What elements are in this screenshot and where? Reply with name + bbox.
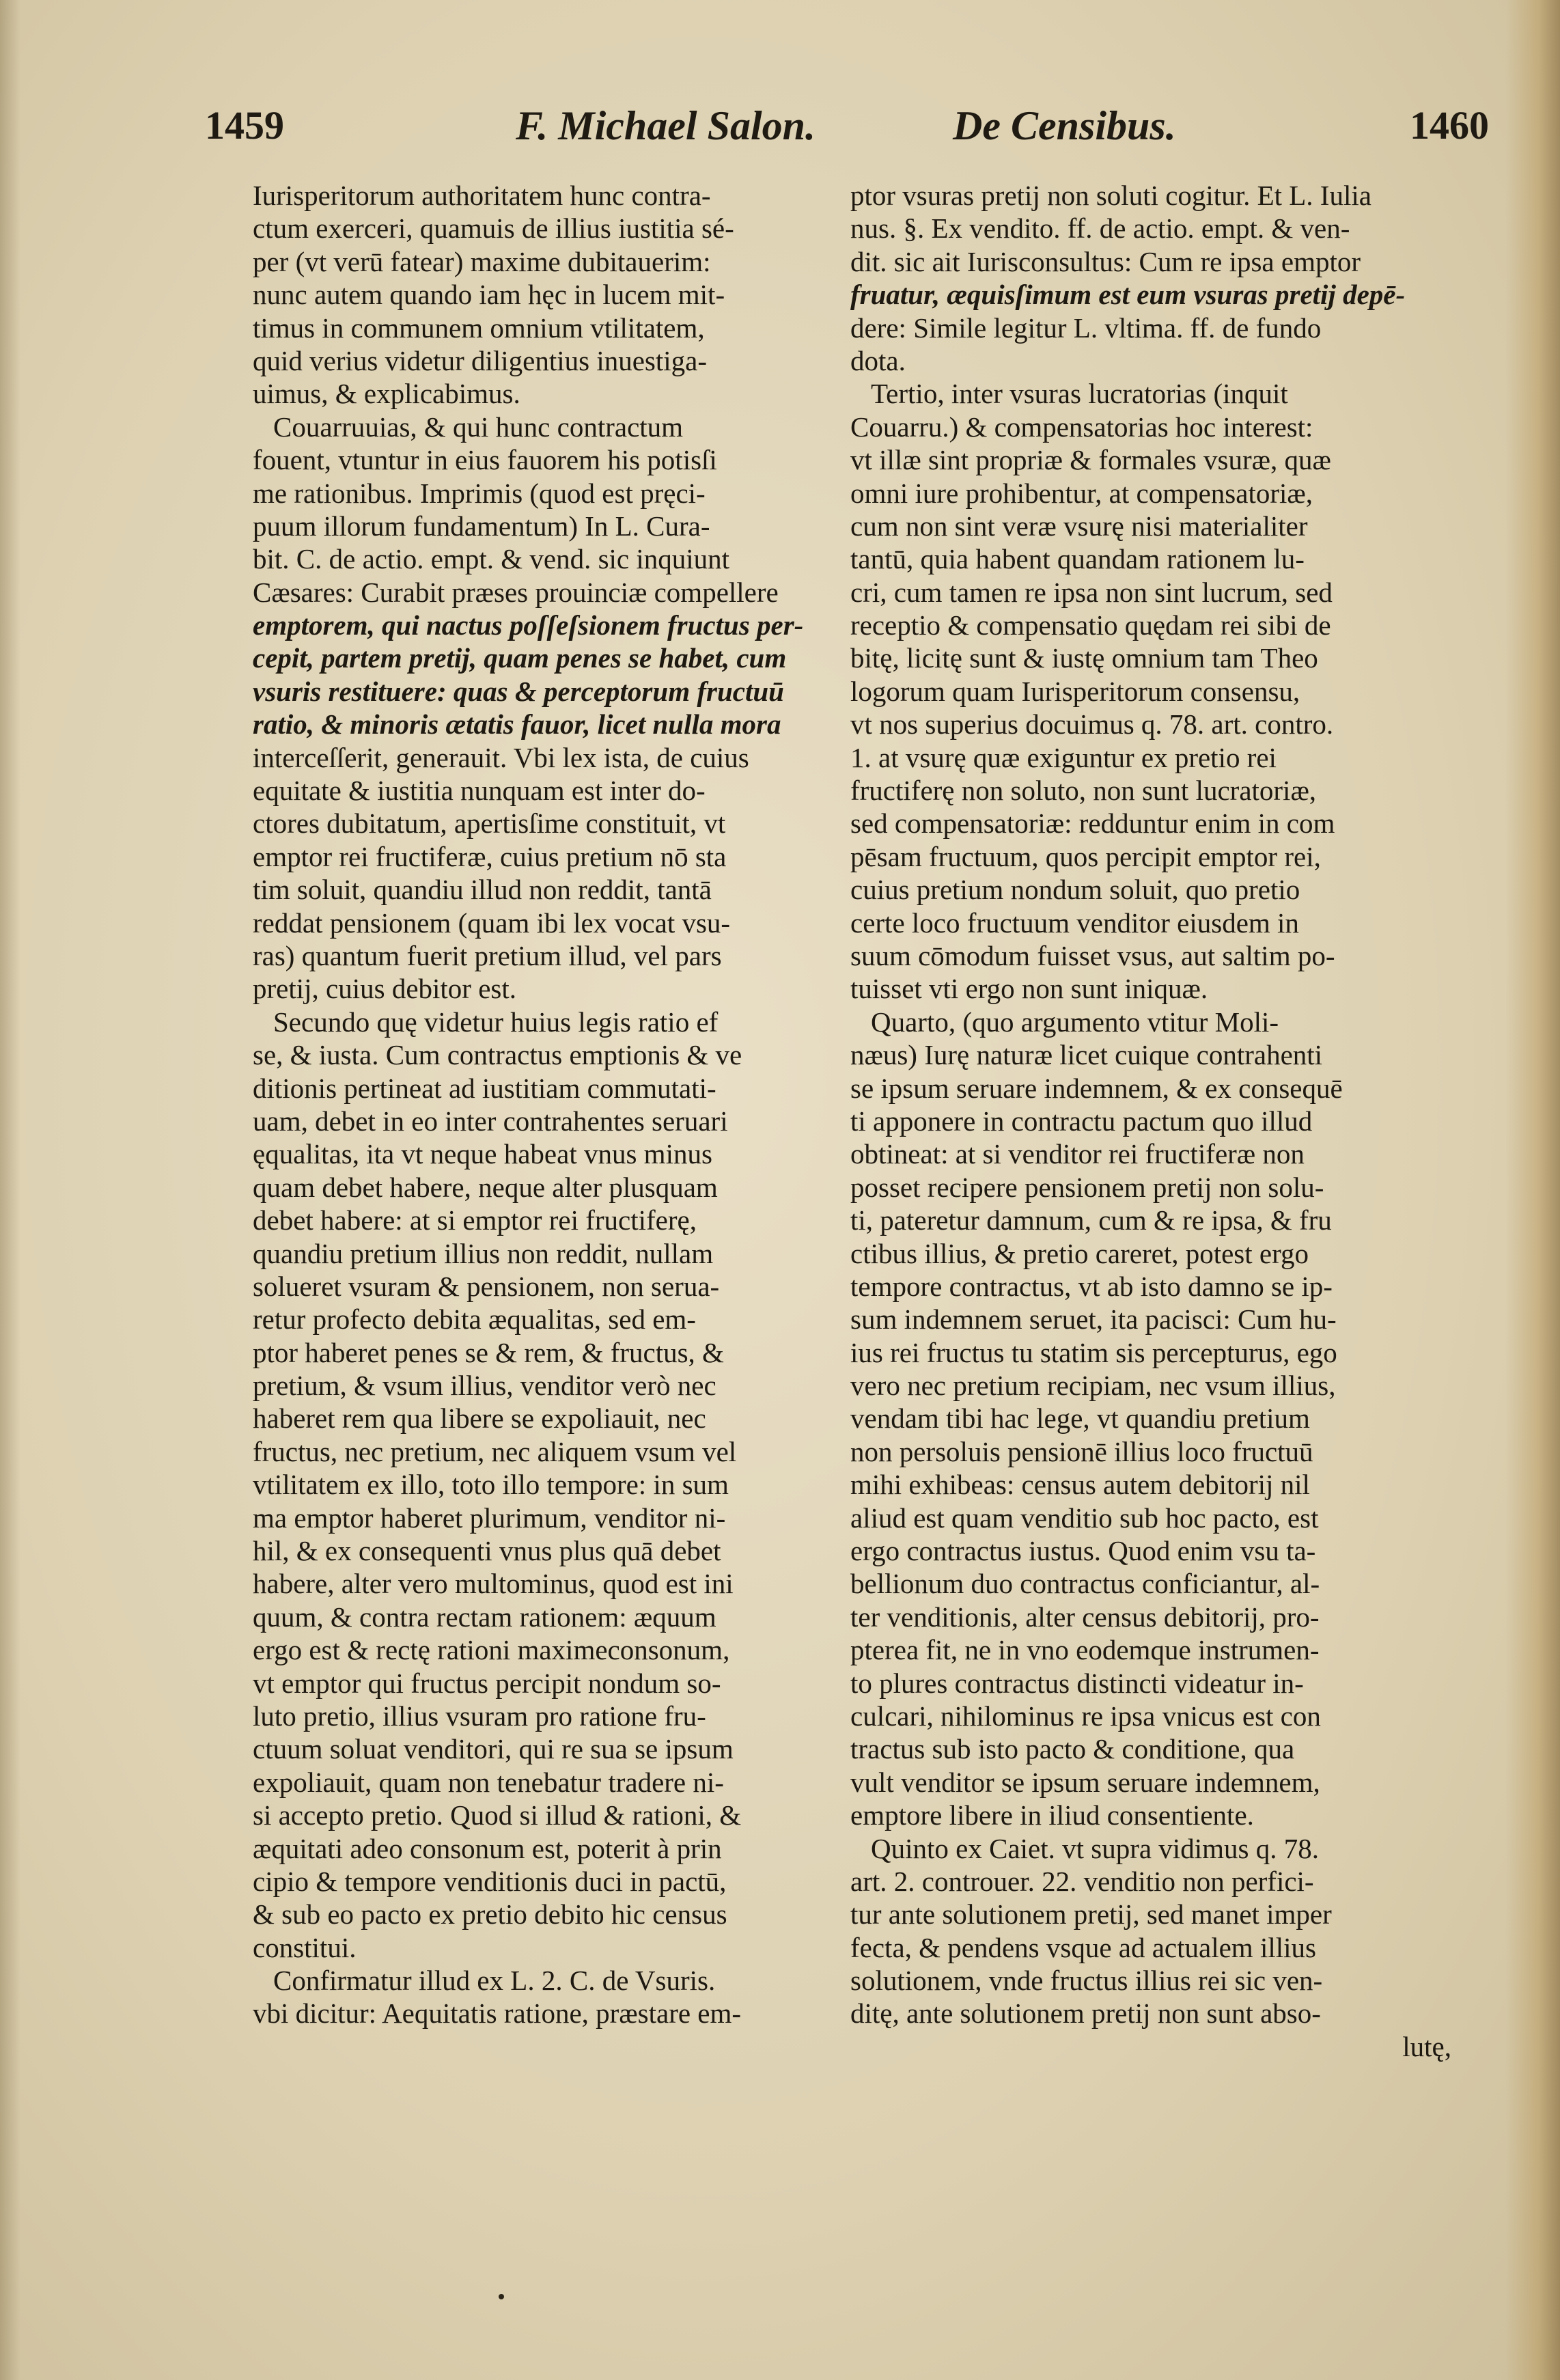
text-line: emptore libere in iliud consentiente. — [850, 1799, 1254, 1831]
text-line: bitę, licitę sunt & iustę omnium tam Theo — [850, 642, 1318, 674]
text-line: non persoluis pensionē illius loco fructuū — [850, 1435, 1313, 1467]
text-line: Secundo quę videtur huius legis ratio ef — [273, 1006, 719, 1038]
text-line: aliud est quam venditio sub hoc pacto, est — [850, 1502, 1319, 1534]
text-line: sed compensatoriæ: redduntur enim in com — [850, 807, 1335, 840]
text-line: equitate & iustitia nunquam est inter do- — [253, 775, 706, 807]
text-line: emptor rei fructiferæ, cuius pretium nō sta — [253, 840, 727, 872]
text-line: emptorem, qui nactus poſſeſsionem fructus per- — [253, 609, 804, 641]
text-line: nus. §. Ex vendito. ff. de actio. empt. & ven- — [850, 212, 1350, 245]
text-line: Iurisperitorum authoritatem hunc contra- — [253, 180, 711, 211]
left-page-number: 1459 — [205, 103, 284, 148]
text-line: ditionis pertineat ad iustitiam commutati- — [253, 1072, 716, 1104]
text-line: to plures contractus distincti videatur in- — [850, 1667, 1304, 1699]
text-line: fecta, & pendens vsque ad actualem illius — [850, 1931, 1316, 1963]
text-line: receptio & compensatio quędam rei sibi de — [850, 609, 1331, 641]
text-line: næus) Iurę naturæ licet cuique contrahenti — [850, 1039, 1323, 1071]
text-line: vt emptor qui fructus percipit nondum so- — [253, 1667, 721, 1699]
text-line: pterea fit, ne in vno eodemque instrumen- — [850, 1634, 1320, 1666]
text-line: timus in communem omnium vtilitatem, — [253, 312, 705, 344]
text-line: vult venditor se ipsum seruare indemnem, — [850, 1766, 1320, 1798]
text-line: ctores dubitatum, apertisſime constituit, vt — [253, 807, 726, 840]
text-line: pretij, cuius debitor est. — [253, 973, 516, 1005]
text-line: tractus sub isto pacto & conditione, qua — [850, 1733, 1295, 1765]
text-line: luto pretio, illius vsuram pro ratione fru- — [253, 1700, 706, 1732]
text-line: cri, cum tamen re ipsa non sint lucrum, sed — [850, 576, 1333, 608]
text-line: ti apponere in contractu pactum quo illud — [850, 1105, 1313, 1137]
text-line: ius rei fructus tu statim sis percepturus, ego — [850, 1336, 1337, 1368]
printer-mark — [499, 2294, 504, 2299]
right-running-title: De Censibus. — [953, 103, 1176, 148]
text-line: quum, & contra rectam rationem: æquum — [253, 1601, 716, 1633]
text-line: ptor haberet penes se & rem, & fructus, & — [253, 1336, 724, 1368]
text-line: ter venditionis, alter census debitorij, pro- — [850, 1601, 1320, 1633]
text-line: Confirmatur illud ex L. 2. C. de Vsuris. — [273, 1965, 716, 1997]
text-line: Tertio, inter vsuras lucratorias (inquit — [871, 378, 1288, 410]
text-line: ctibus illius, & pretio careret, potest ergo — [850, 1237, 1309, 1269]
text-line: debet habere: at si emptor rei fructiferę, — [253, 1204, 697, 1236]
text-line: cepit, partem pretij, quam penes se habet, cum — [253, 642, 787, 674]
text-line: certe loco fructuum venditor eiusdem in — [850, 907, 1299, 939]
text-line: pretium, & vsum illius, venditor verò nec — [253, 1370, 716, 1402]
text-line: quandiu pretium illius non reddit, nullam — [253, 1237, 714, 1269]
text-line: quam debet habere, neque alter plusquam — [253, 1171, 718, 1203]
text-line: si accepto pretio. Quod si illud & rationi, & — [253, 1799, 742, 1831]
text-line: Quinto ex Caiet. vt supra vidimus q. 78. — [871, 1832, 1319, 1864]
text-line: hil, & ex consequenti vnus plus quā debet — [253, 1535, 721, 1567]
text-line: vero nec pretium recipiam, nec vsum illius, — [850, 1370, 1336, 1402]
right-page-number: 1460 — [1410, 103, 1489, 148]
text-line: ratio, & minoris ætatis fauor, licet nulla mora — [253, 708, 781, 741]
text-line: tantū, quia habent quandam rationem lu- — [850, 543, 1305, 575]
text-line: uam, debet in eo inter contrahentes seruari — [253, 1105, 728, 1137]
text-line: solueret vsuram & pensionem, non serua- — [253, 1270, 720, 1302]
text-line: lutę, — [1402, 2030, 1451, 2062]
text-line: Cæsares: Curabit præses prouinciæ compellere — [253, 576, 779, 608]
text-line: nunc autem quando iam hęc in lucem mit- — [253, 279, 725, 311]
text-line: ras) quantum fuerit pretium illud, vel pars — [253, 939, 722, 971]
text-line: per (vt verū fatear) maxime dubitauerim: — [253, 245, 711, 277]
text-line: posset recipere pensionem pretij non solu- — [850, 1171, 1324, 1203]
text-line: quid verius videtur diligentius inuestiga- — [253, 344, 708, 376]
text-line: mihi exhibeas: census autem debitorij nil — [850, 1469, 1310, 1501]
text-line: æquitati adeo consonum est, poterit à prin — [253, 1832, 722, 1864]
text-line: ergo est & rectę rationi maximeconsonum, — [253, 1634, 730, 1666]
text-line: ctuum soluat venditori, qui re sua se ipsum — [253, 1733, 734, 1765]
binding-gutter — [1505, 0, 1560, 2380]
text-line: sum indemnem seruet, ita pacisci: Cum hu- — [850, 1303, 1337, 1336]
text-line: dit. sic ait Iurisconsultus: Cum re ipsa emptor — [850, 245, 1361, 277]
text-line: se, & iusta. Cum contractus emptionis & ve — [253, 1039, 742, 1071]
text-line: pēsam fructuum, quos percipit emptor rei, — [850, 840, 1321, 872]
text-line: logorum quam Iurisperitorum consensu, — [850, 675, 1300, 707]
text-line: ergo contractus iustus. Quod enim vsu ta- — [850, 1535, 1316, 1567]
text-line: cuius pretium nondum soluit, quo pretio — [850, 874, 1300, 906]
text-line: bit. C. de actio. empt. & vend. sic inquiunt — [253, 543, 730, 575]
text-line: puum illorum fundamentum) In L. Cura- — [253, 510, 710, 542]
text-line: dota. — [850, 344, 906, 376]
text-line: se ipsum seruare indemnem, & ex consequē — [850, 1072, 1343, 1104]
text-line: ditę, ante solutionem pretij non sunt abso- — [850, 1997, 1321, 2030]
text-line: reddat pensionem (quam ibi lex vocat vsu- — [253, 907, 731, 939]
text-line: dere: Simile legitur L. vltima. ff. de fundo — [850, 312, 1322, 344]
text-line: vt illæ sint propriæ & formales vsuræ, quæ — [850, 444, 1331, 476]
text-line: fructiferę non soluto, non sunt lucratoriæ, — [850, 775, 1317, 807]
text-line: Couarru.) & compensatorias hoc interest: — [850, 411, 1313, 443]
right-text-column — [850, 179, 1451, 2063]
text-line: interceſſerit, generauit. Vbi lex ista, de cuius — [253, 741, 749, 773]
text-line: uimus, & explicabimus. — [253, 378, 520, 410]
text-line: ctum exerceri, quamuis de illius iustitia sé- — [253, 212, 734, 245]
text-line: me rationibus. Imprimis (quod est pręci- — [253, 477, 706, 509]
text-line: solutionem, vnde fructus illius rei sic ven- — [850, 1965, 1323, 1997]
text-line: cipio & tempore venditionis duci in pactū, — [253, 1865, 727, 1897]
text-line: ęqualitas, ita vt neque habeat vnus minus — [253, 1138, 712, 1170]
text-line: constitui. — [253, 1931, 357, 1963]
text-line: vtilitatem ex illo, toto illo tempore: in sum — [253, 1469, 729, 1501]
text-line: tempore contractus, vt ab isto damno se ip- — [850, 1270, 1333, 1302]
text-line: bellionum duo contractus conficiantur, al- — [850, 1568, 1320, 1600]
text-line: & sub eo pacto ex pretio debito hic census — [253, 1898, 727, 1931]
text-line: 1. at vsurę quæ exiguntur ex pretio rei — [850, 741, 1277, 773]
text-line: Couarruuias, & qui hunc contractum — [273, 411, 684, 443]
text-line: art. 2. controuer. 22. venditio non perfici- — [850, 1865, 1314, 1897]
text-line: vt nos superius docuimus q. 78. art. contro. — [850, 708, 1334, 741]
text-line: expoliauit, quam non tenebatur tradere ni- — [253, 1766, 724, 1798]
text-line: suum cōmodum fuisset vsus, aut saltim po- — [850, 939, 1335, 971]
text-line: vbi dicitur: Aequitatis ratione, præstare em- — [253, 1997, 742, 2030]
text-line: obtineat: at si venditor rei fructiferæ non — [850, 1138, 1305, 1170]
text-line: tim soluit, quandiu illud non reddit, tantā — [253, 874, 712, 906]
text-line: haberet rem qua libere se expoliauit, nec — [253, 1402, 706, 1435]
page-edge-shadow — [0, 0, 20, 2380]
text-line: habere, alter vero multominus, quod est ini — [253, 1568, 734, 1600]
text-line: ptor vsuras pretij non soluti cogitur. Et L. Iulia — [850, 180, 1371, 211]
text-line: ti, pateretur damnum, cum & re ipsa, & fru — [850, 1204, 1332, 1236]
text-line: culcari, nihilominus re ipsa vnicus est con — [850, 1700, 1321, 1732]
text-line: vsuris restituere: quas & perceptorum fructuū — [253, 675, 784, 707]
text-line: fructus, nec pretium, nec aliquem vsum vel — [253, 1435, 737, 1467]
left-text-column — [253, 179, 854, 2030]
text-line: fruatur, æquisſimum est eum vsuras pretij depē- — [850, 279, 1406, 311]
text-line: retur profecto debita æqualitas, sed em- — [253, 1303, 696, 1336]
text-line: Quarto, (quo argumento vtitur Moli- — [871, 1006, 1279, 1038]
text-line: tuisset vti ergo non sunt iniquæ. — [850, 973, 1208, 1005]
text-line: fouent, vtuntur in eius fauorem his potisſi — [253, 444, 717, 476]
text-line: tur ante solutionem pretij, sed manet imper — [850, 1898, 1332, 1931]
text-line: vendam tibi hac lege, vt quandiu pretium — [850, 1402, 1310, 1435]
text-line: ma emptor haberet plurimum, venditor ni- — [253, 1502, 726, 1534]
running-header — [205, 102, 1489, 164]
text-line: omni iure prohibentur, at compensatoriæ, — [850, 477, 1313, 509]
text-line: cum non sint veræ vsurę nisi materialiter — [850, 510, 1308, 542]
left-running-title: F. Michael Salon. — [516, 103, 816, 148]
